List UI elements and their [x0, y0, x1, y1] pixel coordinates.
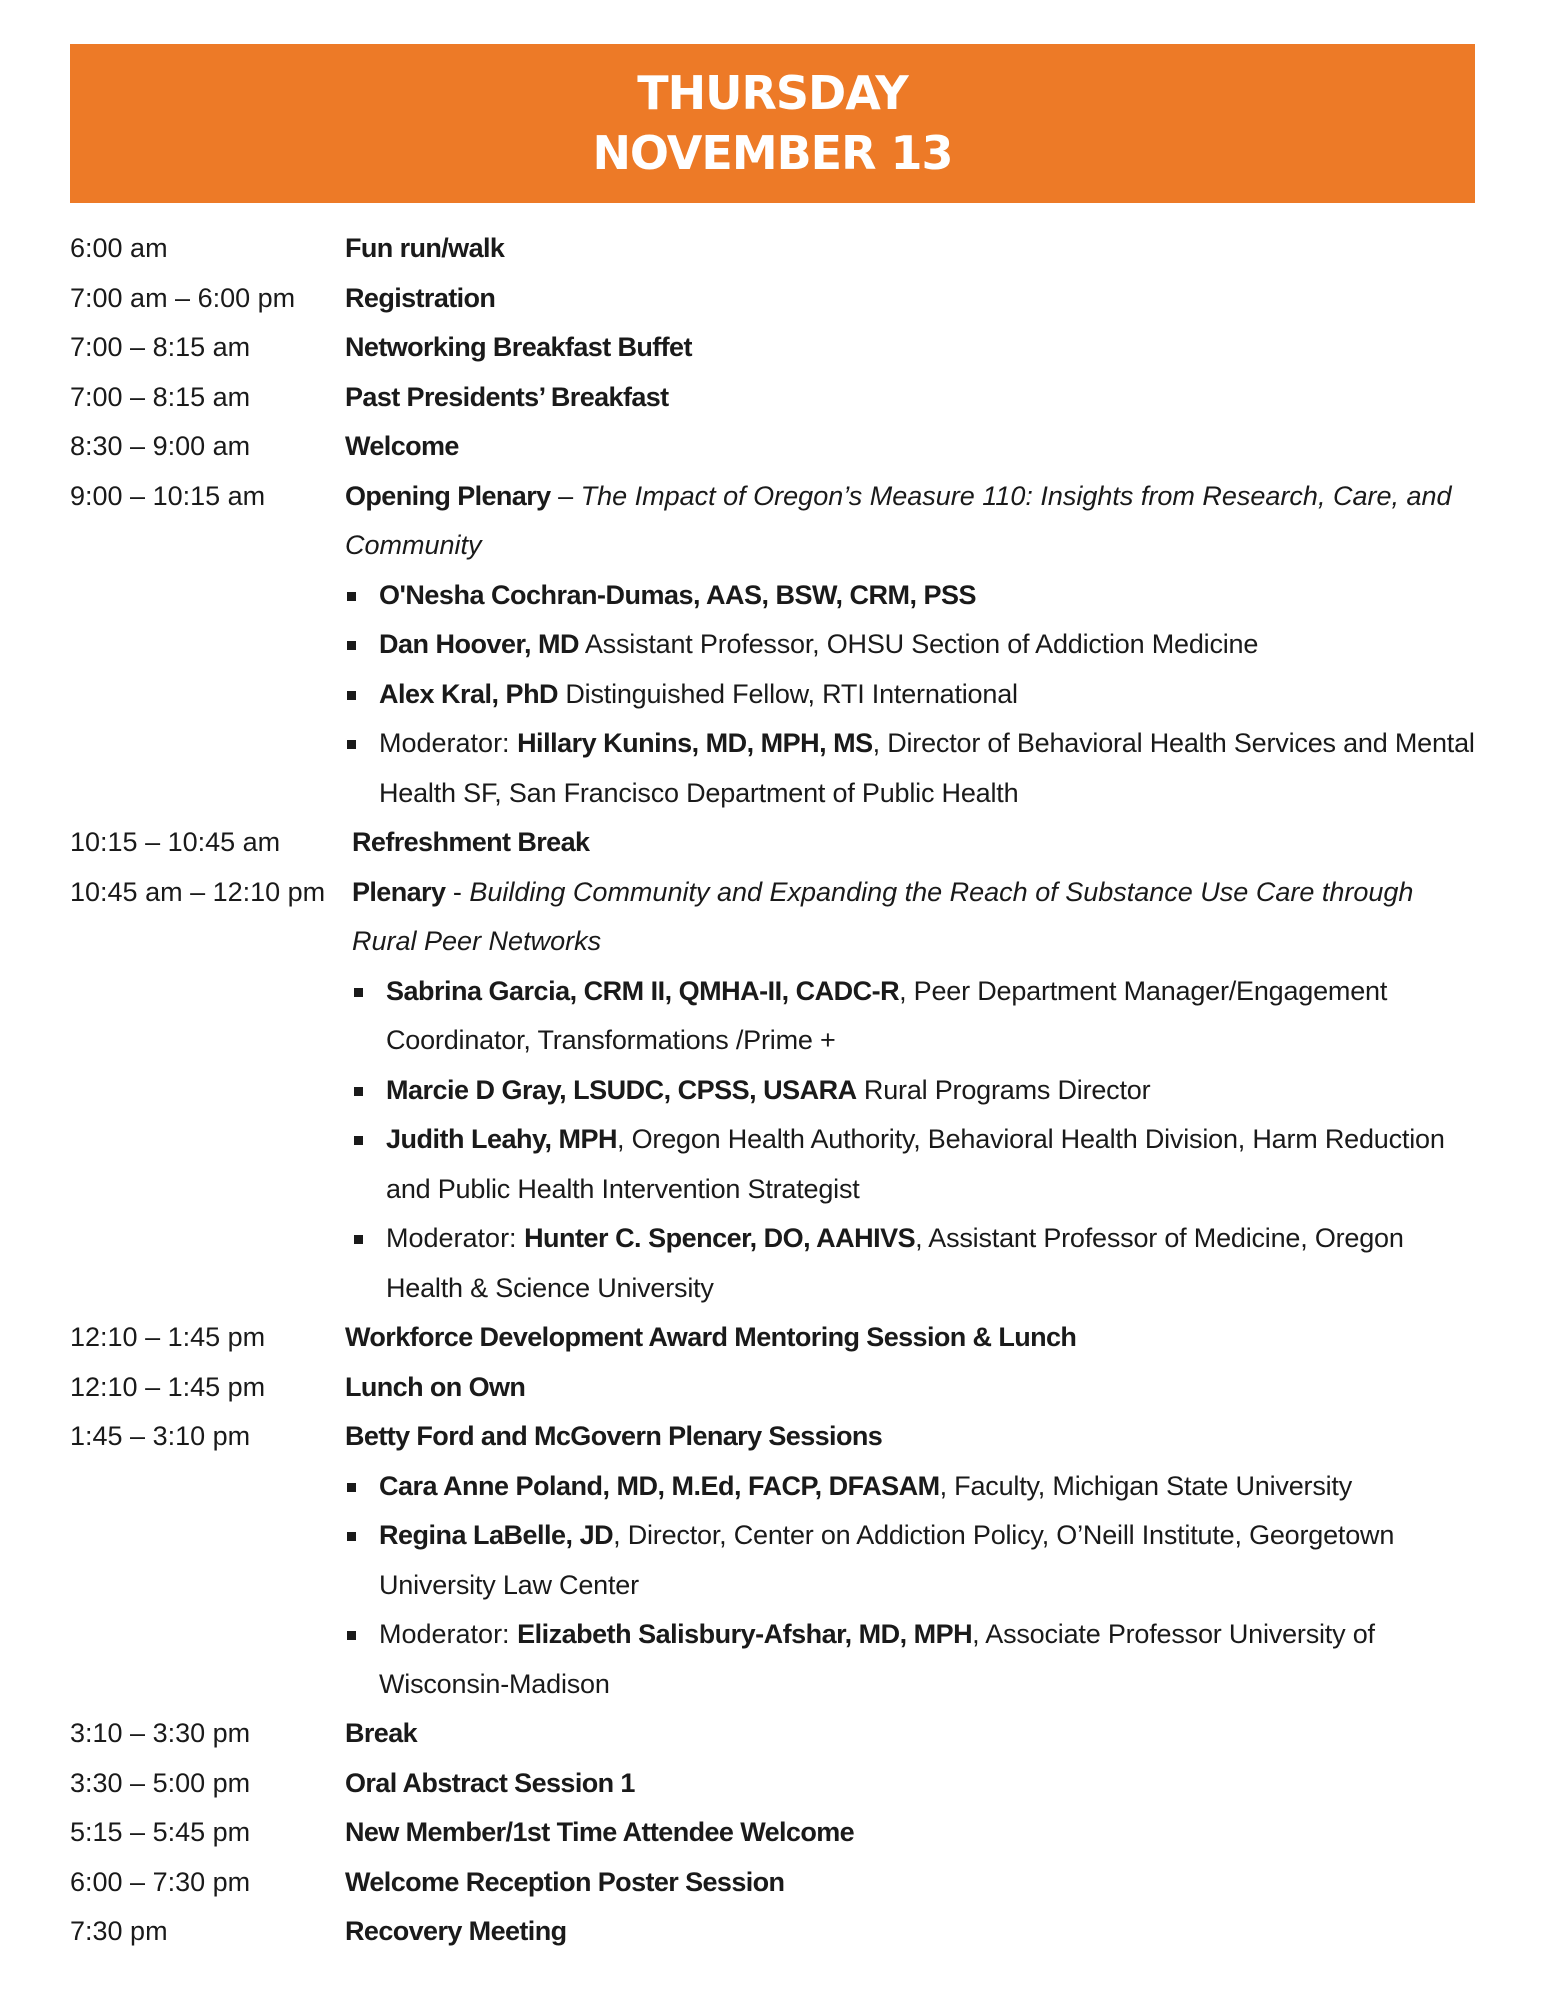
- speaker-role: Moderator:: [379, 728, 518, 758]
- session-title: Lunch on Own: [345, 1371, 526, 1402]
- speaker-role: Moderator:: [386, 1223, 525, 1253]
- session-title: Opening Plenary: [345, 480, 551, 511]
- speaker-name: O'Nesha Cochran-Dumas, AAS, BSW, CRM, PSS: [379, 579, 977, 610]
- speaker-name: Marcie D Gray, LSUDC, CPSS, USARA: [386, 1074, 857, 1105]
- session-content: [345, 472, 1480, 819]
- session-content: [345, 1709, 1480, 1759]
- session-time: 7:00 – 8:15 am: [70, 332, 251, 362]
- session-title: Plenary: [352, 876, 446, 907]
- schedule-row: [70, 1412, 1480, 1709]
- date-title: NOVEMBER 13: [592, 126, 953, 180]
- session-content: [345, 1363, 1480, 1413]
- session-title: Registration: [345, 282, 496, 313]
- speaker-list: [352, 967, 1480, 1314]
- session-content: [345, 1808, 1480, 1858]
- schedule-row: [70, 1858, 1480, 1908]
- session-title: Break: [345, 1718, 418, 1748]
- session-heading: [345, 1412, 1480, 1462]
- schedule-row: [70, 1759, 1480, 1809]
- session-time: 3:30 – 5:00 pm: [70, 1767, 251, 1798]
- session-content: [345, 818, 1480, 868]
- session-time: 5:15 – 5:45 pm: [70, 1817, 251, 1847]
- session-heading: [345, 1907, 1480, 1957]
- speaker-affiliation: , Associate Professor University of Wisconsin-Madison: [379, 1619, 1375, 1699]
- schedule-row: [70, 472, 1480, 819]
- speaker-item: [345, 670, 1480, 720]
- title-separator: –: [550, 480, 581, 511]
- speaker-affiliation: Assistant Professor, OHSU Section of Addiction Medicine: [579, 629, 1259, 659]
- speaker-item: [345, 719, 1480, 818]
- session-heading: [345, 422, 1480, 472]
- session-time: 12:10 – 1:45 pm: [70, 1371, 266, 1402]
- speaker-item: [352, 967, 1480, 1066]
- session-title: Past Presidents’ Breakfast: [345, 381, 669, 412]
- speaker-item: [352, 1066, 1480, 1116]
- session-heading: [345, 1363, 1480, 1413]
- session-time: 1:45 – 3:10 pm: [70, 1421, 251, 1451]
- schedule-row: [70, 274, 1480, 324]
- session-time: 7:00 am – 6:00 pm: [70, 282, 296, 313]
- session-content: [345, 323, 1480, 373]
- session-title: Betty Ford and McGovern Plenary Sessions: [345, 1421, 883, 1451]
- session-time: 10:45 am – 12:10 pm: [70, 876, 326, 907]
- session-title: Welcome: [345, 431, 459, 461]
- speaker-affiliation: , Director, Center on Addiction Policy, O’Neill Institute, Georgetown University Law Center: [379, 1520, 1395, 1600]
- speaker-name: Alex Kral, PhD: [379, 678, 559, 709]
- speaker-name: Dan Hoover, MD: [379, 629, 580, 659]
- session-content: [345, 373, 1480, 423]
- schedule-row: [70, 224, 1480, 274]
- speaker-name: Hillary Kunins, MD, MPH, MS: [517, 728, 873, 758]
- session-title: Refreshment Break: [352, 827, 590, 857]
- speaker-affiliation: , Oregon Health Authority, Behavioral Health Division, Harm Reduction and Public Health Intervention Strategist: [386, 1124, 1445, 1204]
- speaker-affiliation: , Faculty, Michigan State University: [939, 1470, 1353, 1501]
- session-time: 7:00 – 8:15 am: [70, 381, 251, 412]
- session-heading: [345, 1808, 1480, 1858]
- schedule-row: [70, 1313, 1480, 1363]
- session-time: 8:30 – 9:00 am: [70, 431, 251, 461]
- session-heading: [345, 472, 1480, 571]
- schedule-row: [70, 1808, 1480, 1858]
- speaker-name: Judith Leahy, MPH: [386, 1124, 618, 1154]
- schedule-row: [70, 323, 1480, 373]
- speaker-item: [345, 571, 1480, 621]
- speaker-item: [352, 1214, 1480, 1313]
- speaker-item: [345, 1610, 1480, 1709]
- speaker-item: [352, 1115, 1480, 1214]
- session-title: Oral Abstract Session 1: [345, 1767, 635, 1798]
- speaker-affiliation: , Assistant Professor of Medicine, Oregon Health & Science University: [386, 1223, 1404, 1303]
- speaker-name: Elizabeth Salisbury-Afshar, MD, MPH: [517, 1619, 973, 1649]
- speaker-affiliation: Distinguished Fellow, RTI International: [558, 678, 1018, 709]
- speaker-name: Regina LaBelle, JD: [379, 1520, 614, 1550]
- schedule-row: [70, 1363, 1480, 1413]
- session-title: Welcome Reception Poster Session: [345, 1866, 785, 1897]
- session-title: Recovery Meeting: [345, 1916, 567, 1946]
- speaker-role: Moderator:: [379, 1619, 518, 1649]
- session-time: 3:10 – 3:30 pm: [70, 1718, 251, 1748]
- session-heading: [345, 323, 1480, 373]
- session-heading: [345, 274, 1480, 324]
- session-heading: [345, 373, 1480, 423]
- session-time: 12:10 – 1:45 pm: [70, 1322, 266, 1352]
- session-content: [345, 1759, 1480, 1809]
- speaker-affiliation: , Peer Department Manager/Engagement Coordinator, Transformations /Prime +: [386, 975, 1388, 1055]
- session-content: [345, 1858, 1480, 1908]
- speaker-name: Sabrina Garcia, CRM II, QMHA-II, CADC-R: [386, 975, 900, 1006]
- session-heading: [352, 868, 1480, 967]
- session-time: 9:00 – 10:15 am: [70, 480, 266, 511]
- schedule-row: [70, 373, 1480, 423]
- session-title: Networking Breakfast Buffet: [345, 332, 692, 362]
- speaker-affiliation: , Director of Behavioral Health Services and Mental Health SF, San Francisco Department of Public Health: [379, 728, 1475, 808]
- speaker-name: Cara Anne Poland, MD, M.Ed, FACP, DFASAM: [379, 1470, 940, 1501]
- session-title: Workforce Development Award Mentoring Session & Lunch: [345, 1322, 1077, 1352]
- speaker-list: [345, 1462, 1480, 1710]
- speaker-name: Hunter C. Spencer, DO, AAHIVS: [524, 1223, 916, 1253]
- schedule-row: [70, 868, 1480, 1314]
- session-subtitle: The Impact of Oregon’s Measure 110: Insights from Research, Care, and Community: [345, 480, 1452, 560]
- session-content: [345, 868, 1480, 1314]
- session-time: 7:30 pm: [70, 1916, 168, 1946]
- session-heading: [345, 1709, 1480, 1759]
- schedule-row: [70, 1709, 1480, 1759]
- session-content: [345, 274, 1480, 324]
- speaker-affiliation: Rural Programs Director: [856, 1074, 1151, 1105]
- session-time: 6:00 am: [70, 233, 168, 263]
- session-heading: [345, 224, 1480, 274]
- speaker-item: [345, 1511, 1480, 1610]
- schedule-list: [70, 224, 1480, 1957]
- session-subtitle: Building Community and Expanding the Reach of Substance Use Care through Rural Peer Networks: [352, 876, 1414, 956]
- session-time: 10:15 – 10:45 am: [70, 827, 281, 857]
- speaker-list: [345, 571, 1480, 819]
- session-content: [345, 1412, 1480, 1709]
- schedule-row: [70, 1907, 1480, 1957]
- session-content: [345, 1313, 1480, 1363]
- speaker-item: [345, 1462, 1480, 1512]
- schedule-row: [70, 818, 1480, 868]
- session-heading: [345, 1759, 1480, 1809]
- session-title: Fun run/walk: [345, 233, 505, 263]
- schedule-row: [70, 422, 1480, 472]
- day-title: THURSDAY: [637, 66, 908, 120]
- session-heading: [345, 1313, 1480, 1363]
- session-time: 6:00 – 7:30 pm: [70, 1866, 251, 1897]
- session-heading: [345, 1858, 1480, 1908]
- title-separator: -: [445, 876, 470, 907]
- session-content: [345, 224, 1480, 274]
- day-header-banner: [70, 44, 1475, 203]
- speaker-item: [345, 620, 1480, 670]
- session-content: [345, 422, 1480, 472]
- session-heading: [352, 818, 1480, 868]
- session-content: [345, 1907, 1480, 1957]
- session-title: New Member/1st Time Attendee Welcome: [345, 1817, 855, 1847]
